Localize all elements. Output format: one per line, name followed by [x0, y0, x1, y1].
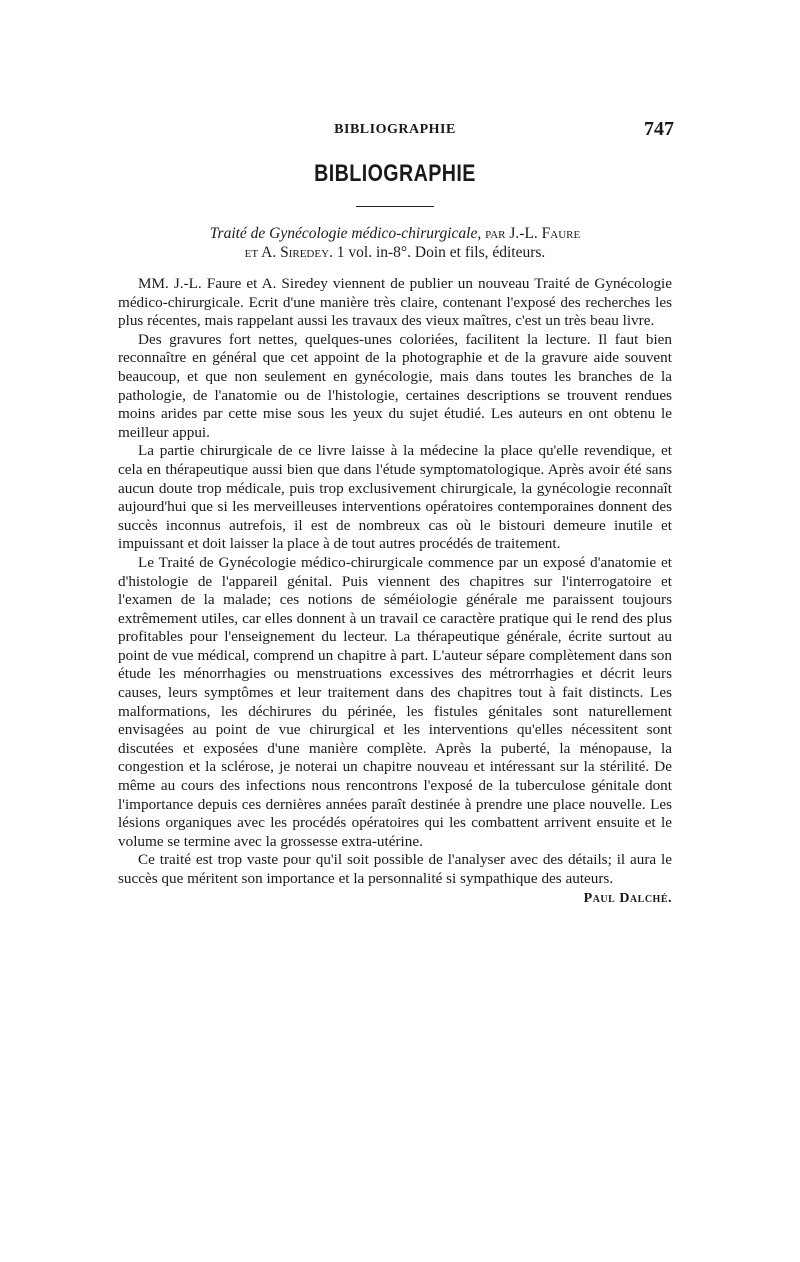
book-reference — [118, 224, 672, 262]
book-authors-line2: et A. Siredey. — [244, 244, 333, 261]
paragraph: MM. J.-L. Faure et A. Siredey viennent de publier un nouveau Traité de Gynécologie médico-chirurgicale. Ecrit d'une manière très claire, contenant l'exposé des recherches les plus récentes, mais rappelant aussi les travaux des vieux maîtres, c'est un très beau livre. — [118, 275, 672, 330]
paragraph: Le Traité de Gynécologie médico-chirurgicale commence par un exposé d'anatomie et d'histologie de l'appareil génital. Puis viennent des chapitres sur l'interrogatoire et l'examen de la malade; ces notions de séméiologie générale me paraissent toujours extrêmement utiles, car elles donnent à un travail ce caractère pratique qui le rend des plus profitables pour l'enseignement du lecteur. La thérapeutique générale, écrite surtout au point de vue médical, comprend un chapitre à part. L'auteur sépare complètement dans son étude les ménorrhagies ou menstruations excessives des métrorrhagies et décrit leurs causes, leurs symptômes et leur traitement dans des chapitres tout à fait distincts. Les malformations, les déchirures du périnée, les fistules génitales sont naturellement envisagées au point de vue chirurgical et les interventions qu'elles nécessitent sont discutées et exposées d'une manière complète. Après la puberté, la ménopause, la congestion et la sclérose, je noterai un chapitre nouveau et intéressant sur la stérilité. De même au cours des infections nous rencontrons l'exposé de la tuberculose génitale dont l'importance depuis ces dernières années paraît destinée à prendre une place nouvelle. Les lésions organiques avec les procédés opératoires qui les combattent arrivent ensuite et le volume se termine avec la grossesse extra-utérine. — [118, 553, 672, 850]
author-signature: Paul Dalché. — [583, 890, 672, 906]
book-authors-line1: par J.-L. Faure — [481, 225, 581, 242]
book-details: 1 vol. in-8°. Doin et fils, éditeurs. — [332, 244, 546, 261]
running-head — [118, 118, 672, 142]
section-title: BIBLIOGRAPHIE — [314, 160, 476, 187]
review-body — [118, 275, 672, 889]
paragraph: Des gravures fort nettes, quelques-unes coloriées, facilitent la lecture. Il faut bien reconnaître en général que cet appoint de la photographie et de la gravure aide souvent beaucoup, et que non seulement en gynécologie, mais dans toutes les branches de la pathologie, de l'anatomie ou de l'histologie, certaines descriptions se trouvent rendues moins arides par cette mise sous les yeux du sujet étudié. Les auteurs en ont obtenu le meilleur appui. — [118, 330, 672, 441]
title-divider — [356, 206, 434, 207]
document-page — [118, 118, 672, 907]
book-title: Traité de Gynécologie médico-chirurgicale, — [209, 225, 482, 242]
page-number: 747 — [644, 118, 674, 140]
paragraph: Ce traité est trop vaste pour qu'il soit possible de l'analyser avec des détails; il aura le succès que méritent son importance et la personnalité si sympathique des auteurs. — [118, 851, 672, 887]
running-head-title: BIBLIOGRAPHIE — [334, 122, 456, 137]
paragraph: La partie chirurgicale de ce livre laisse à la médecine la place qu'elle revendique, et cela en thérapeutique aussi bien que dans l'étude symptomatologique. Après avoir été sans aucun doute trop médicale, puis trop exclusivement chirurgicale, la gynécologie reconnaît aujourd'hui que si les merveilleuses interventions opératoires contemporaines donnent des succès inconnus autrefois, il est de nombreux cas où le bistouri demeure inutile et impuissant et doit laisser la place à de tout autres procédés de traitement. — [118, 442, 672, 553]
